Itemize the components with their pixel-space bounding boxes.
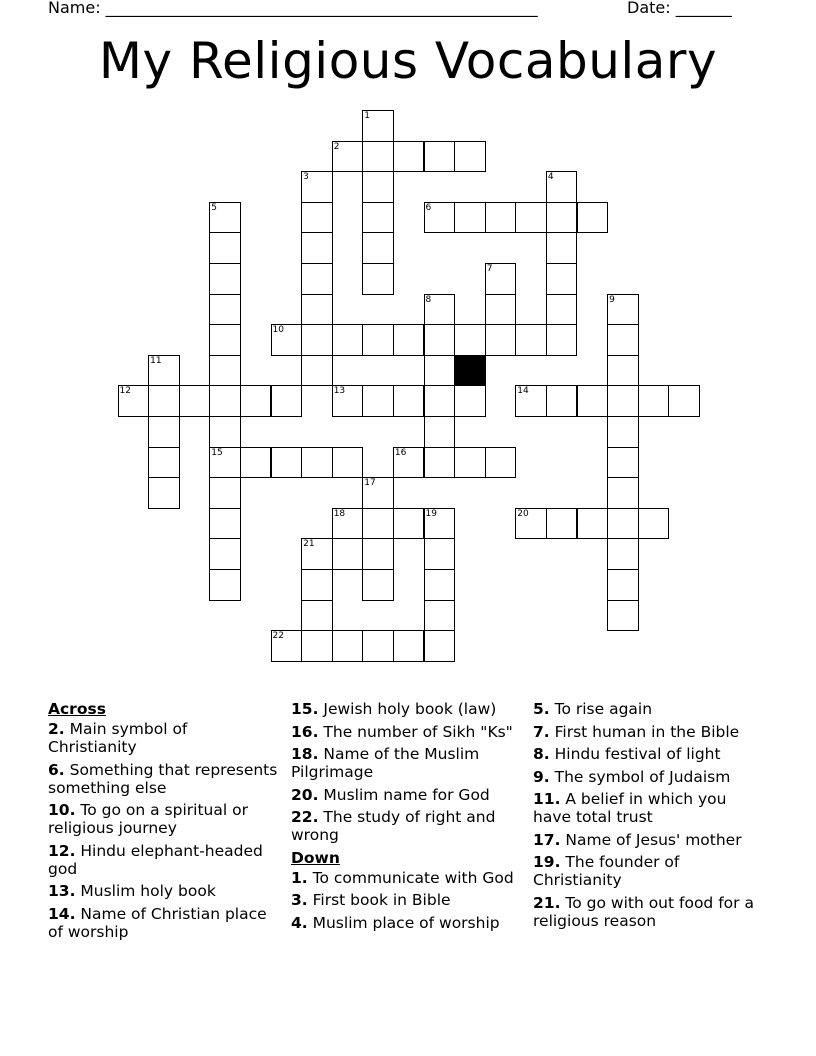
clue-item-text: Hindu elephant-headed god bbox=[48, 841, 263, 878]
grid-cell[interactable] bbox=[362, 385, 394, 417]
across-heading: Across bbox=[48, 700, 106, 718]
clue-item-text: Jewish holy book (law) bbox=[318, 700, 497, 718]
clue-item-number: 14. bbox=[48, 904, 76, 923]
grid-cell[interactable] bbox=[515, 324, 547, 356]
grid-cell[interactable] bbox=[638, 508, 670, 540]
grid-cell[interactable] bbox=[485, 324, 517, 356]
grid-cell[interactable] bbox=[485, 202, 517, 234]
grid-cell[interactable] bbox=[393, 141, 425, 173]
clue-item-text: Muslim name for God bbox=[318, 785, 490, 804]
grid-cell[interactable] bbox=[546, 202, 578, 234]
clue-number: 22 bbox=[272, 631, 284, 642]
grid-cell[interactable] bbox=[301, 600, 333, 632]
clue-item-number: 20. bbox=[291, 785, 319, 804]
clue-item-text: To go with out food for a religious reason bbox=[533, 893, 754, 930]
grid-cell[interactable] bbox=[148, 477, 180, 509]
grid-cell[interactable] bbox=[301, 232, 333, 264]
grid-cell[interactable] bbox=[546, 294, 578, 326]
grid-cell[interactable] bbox=[301, 355, 333, 387]
clue-item bbox=[533, 700, 765, 718]
clue-item-number: 11. bbox=[533, 790, 561, 808]
grid-cell[interactable] bbox=[546, 263, 578, 295]
grid-cell[interactable] bbox=[607, 508, 639, 540]
clue-number: 6 bbox=[425, 202, 432, 213]
grid-cell[interactable] bbox=[424, 141, 456, 173]
clue-column-3 bbox=[533, 700, 765, 934]
grid-cell[interactable] bbox=[362, 538, 394, 570]
grid-cell[interactable] bbox=[148, 385, 180, 417]
clue-item bbox=[533, 768, 765, 786]
grid-cell[interactable] bbox=[546, 508, 578, 540]
grid-cell[interactable] bbox=[332, 538, 364, 570]
grid-cell[interactable] bbox=[332, 630, 364, 662]
clue-item-number: 8. bbox=[533, 745, 550, 763]
clue-item-number: 22. bbox=[291, 808, 319, 826]
grid-cell[interactable] bbox=[424, 569, 456, 601]
clue-item bbox=[48, 801, 280, 837]
grid-cell[interactable] bbox=[362, 263, 394, 295]
grid-cell[interactable] bbox=[424, 385, 456, 417]
clue-number: 15 bbox=[211, 447, 223, 458]
grid-cell[interactable] bbox=[240, 385, 272, 417]
clue-item-number: 12. bbox=[48, 841, 76, 860]
clue-item-text: To rise again bbox=[549, 700, 653, 718]
grid-cell[interactable] bbox=[607, 600, 639, 632]
grid-cell[interactable] bbox=[362, 508, 394, 540]
grid-cell[interactable] bbox=[301, 569, 333, 601]
clue-item-text: The number of Sikh "Ks" bbox=[318, 722, 513, 741]
clue-column-2 bbox=[291, 700, 523, 936]
page-title: My Religious Vocabulary bbox=[98, 32, 718, 90]
grid-cell[interactable] bbox=[393, 324, 425, 356]
clue-item-text: The founder of Christianity bbox=[533, 853, 680, 889]
clue-item bbox=[48, 905, 280, 941]
clue-item bbox=[291, 808, 523, 844]
grid-cell[interactable] bbox=[209, 508, 241, 540]
clue-item-number: 7. bbox=[533, 722, 550, 741]
grid-cell[interactable] bbox=[485, 447, 517, 479]
clue-item-text: Something that represents something else bbox=[48, 760, 278, 797]
grid-cell[interactable] bbox=[515, 202, 547, 234]
grid-cell[interactable] bbox=[209, 355, 241, 387]
grid-cell[interactable] bbox=[393, 508, 425, 540]
grid-cell[interactable] bbox=[362, 202, 394, 234]
clue-number: 10 bbox=[272, 325, 284, 336]
clue-item bbox=[533, 790, 765, 826]
down-heading: Down bbox=[291, 848, 340, 867]
grid-cell[interactable] bbox=[607, 569, 639, 601]
clue-item-text: A belief in which you have total trust bbox=[533, 790, 727, 826]
grid-cell[interactable] bbox=[607, 477, 639, 509]
grid-cell[interactable] bbox=[362, 141, 394, 173]
clue-number: 1 bbox=[364, 111, 371, 121]
clue-item-number: 2. bbox=[48, 720, 65, 738]
clue-item-number: 5. bbox=[533, 700, 550, 718]
clue-item-text: Muslim holy book bbox=[75, 882, 216, 900]
grid-cell[interactable] bbox=[577, 508, 609, 540]
grid-cell[interactable] bbox=[424, 416, 456, 448]
clue-number: 19 bbox=[425, 508, 437, 519]
clue-number: 17 bbox=[364, 478, 376, 489]
clue-item bbox=[533, 745, 765, 763]
clue-number: 13 bbox=[333, 386, 346, 397]
grid-cell[interactable] bbox=[209, 416, 241, 448]
clue-number: 14 bbox=[517, 386, 529, 397]
clue-item-number: 21. bbox=[533, 893, 561, 912]
clue-number: 8 bbox=[425, 294, 432, 305]
grid-cell[interactable] bbox=[301, 202, 333, 234]
grid-cell[interactable] bbox=[362, 569, 394, 601]
clue-item-text: First human in the Bible bbox=[549, 722, 740, 741]
clue-number: 9 bbox=[609, 294, 615, 305]
clue-item-number: 19. bbox=[533, 853, 561, 871]
grid-cell[interactable] bbox=[546, 232, 578, 264]
clue-item bbox=[291, 745, 523, 781]
grid-cell[interactable] bbox=[607, 355, 639, 387]
grid-cell[interactable] bbox=[424, 630, 456, 662]
clue-item-text: The symbol of Judaism bbox=[549, 767, 731, 786]
clue-column-1 bbox=[48, 700, 280, 945]
clue-item bbox=[291, 786, 523, 804]
clue-item bbox=[48, 842, 280, 878]
clue-item bbox=[291, 914, 523, 932]
grid-cell[interactable] bbox=[362, 232, 394, 264]
grid-cell[interactable] bbox=[485, 294, 517, 326]
grid-cell[interactable] bbox=[393, 385, 425, 417]
grid-cell[interactable] bbox=[148, 447, 180, 479]
grid-cell[interactable] bbox=[454, 324, 486, 356]
grid-cell[interactable] bbox=[454, 202, 486, 234]
grid-cell[interactable] bbox=[577, 202, 609, 234]
grid-cell[interactable] bbox=[209, 385, 241, 417]
clue-item-number: 6. bbox=[48, 760, 65, 779]
grid-cell[interactable] bbox=[607, 447, 639, 479]
grid-cell[interactable] bbox=[362, 324, 394, 356]
clue-item-text: Name of Jesus' mother bbox=[560, 830, 742, 849]
grid-cell[interactable] bbox=[209, 538, 241, 570]
clue-number: 16 bbox=[394, 447, 407, 458]
clue-item-text: The study of right and wrong bbox=[291, 808, 496, 844]
grid-cell[interactable] bbox=[240, 447, 272, 479]
name-field[interactable]: Name: ______________________________________________________ bbox=[48, 0, 538, 17]
clue-number: 18 bbox=[333, 508, 346, 519]
grid-cell[interactable] bbox=[209, 232, 241, 264]
grid-cell[interactable] bbox=[271, 447, 303, 479]
clue-item bbox=[291, 700, 523, 718]
clue-number: 20 bbox=[517, 508, 529, 519]
grid-cell[interactable] bbox=[332, 447, 364, 479]
clue-item bbox=[291, 891, 523, 909]
grid-cell[interactable] bbox=[301, 324, 333, 356]
clue-number: 5 bbox=[211, 202, 218, 213]
grid-cell[interactable] bbox=[454, 141, 486, 173]
grid-cell[interactable] bbox=[209, 324, 241, 356]
grid-cell[interactable] bbox=[301, 294, 333, 326]
grid-cell[interactable] bbox=[546, 385, 578, 417]
clue-item-text: Muslim place of worship bbox=[307, 913, 500, 932]
grid-cell[interactable] bbox=[301, 263, 333, 295]
grid-cell[interactable] bbox=[362, 630, 394, 662]
grid-cell[interactable] bbox=[209, 263, 241, 295]
clue-item-text: Hindu festival of light bbox=[549, 745, 721, 763]
clue-number: 4 bbox=[547, 172, 554, 183]
clue-number: 3 bbox=[303, 172, 309, 183]
clue-item-number: 15. bbox=[291, 700, 319, 718]
grid-cell[interactable] bbox=[668, 385, 700, 417]
clue-item bbox=[48, 882, 280, 900]
grid-cell[interactable] bbox=[209, 477, 241, 509]
grid-cell[interactable] bbox=[362, 171, 394, 203]
grid-cell[interactable] bbox=[179, 385, 211, 417]
clue-item-number: 10. bbox=[48, 801, 76, 819]
grid-cell[interactable] bbox=[393, 630, 425, 662]
grid-cell[interactable] bbox=[454, 447, 486, 479]
clue-item-text: Main symbol of Christianity bbox=[48, 720, 188, 756]
grid-cell[interactable] bbox=[638, 385, 670, 417]
clue-item bbox=[48, 720, 280, 756]
clue-item bbox=[533, 831, 765, 849]
clue-item-number: 13. bbox=[48, 882, 76, 900]
clue-item bbox=[533, 894, 765, 930]
grid-cell[interactable] bbox=[607, 385, 639, 417]
clue-number: 7 bbox=[486, 264, 493, 274]
grid-cell[interactable] bbox=[148, 416, 180, 448]
clue-item-number: 16. bbox=[291, 722, 319, 741]
clue-item-text: To go on a spiritual or religious journey bbox=[48, 801, 248, 837]
clue-item-number: 1. bbox=[291, 868, 308, 887]
clue-item-number: 4. bbox=[291, 913, 308, 932]
clue-number: 11 bbox=[150, 355, 162, 366]
grid-cell[interactable] bbox=[424, 447, 456, 479]
clue-item bbox=[291, 869, 523, 887]
grid-cell[interactable] bbox=[424, 355, 456, 387]
clue-item-number: 18. bbox=[291, 745, 319, 763]
clue-number: 2 bbox=[333, 141, 340, 152]
clue-item-text: Name of the Muslim Pilgrimage bbox=[291, 745, 480, 781]
clue-item-text: Name of Christian place of worship bbox=[48, 904, 267, 941]
clue-item bbox=[533, 723, 765, 741]
grid-cell[interactable] bbox=[607, 324, 639, 356]
grid-cell[interactable] bbox=[577, 385, 609, 417]
grid-cell[interactable] bbox=[209, 294, 241, 326]
grid-cell[interactable] bbox=[424, 538, 456, 570]
grid-cell[interactable] bbox=[607, 416, 639, 448]
black-square bbox=[454, 355, 486, 387]
grid-cell[interactable] bbox=[424, 600, 456, 632]
grid-cell[interactable] bbox=[301, 630, 333, 662]
grid-cell[interactable] bbox=[424, 324, 456, 356]
clue-number: 12 bbox=[119, 386, 131, 397]
grid-cell[interactable] bbox=[271, 385, 303, 417]
grid-cell[interactable] bbox=[301, 447, 333, 479]
date-field[interactable]: Date: _______ bbox=[627, 0, 732, 17]
clue-item-text: First book in Bible bbox=[307, 891, 451, 909]
grid-cell[interactable] bbox=[209, 569, 241, 601]
clue-item bbox=[291, 723, 523, 741]
clue-item bbox=[48, 761, 280, 797]
clue-number: 21 bbox=[303, 539, 315, 550]
grid-cell[interactable] bbox=[546, 324, 578, 356]
grid-cell[interactable] bbox=[454, 385, 486, 417]
clue-item bbox=[533, 853, 765, 889]
clue-item-number: 17. bbox=[533, 830, 561, 849]
grid-cell[interactable] bbox=[607, 538, 639, 570]
clue-item-number: 3. bbox=[291, 891, 308, 909]
clue-item-number: 9. bbox=[533, 767, 550, 786]
grid-cell[interactable] bbox=[332, 324, 364, 356]
clue-item-text: To communicate with God bbox=[307, 868, 514, 887]
